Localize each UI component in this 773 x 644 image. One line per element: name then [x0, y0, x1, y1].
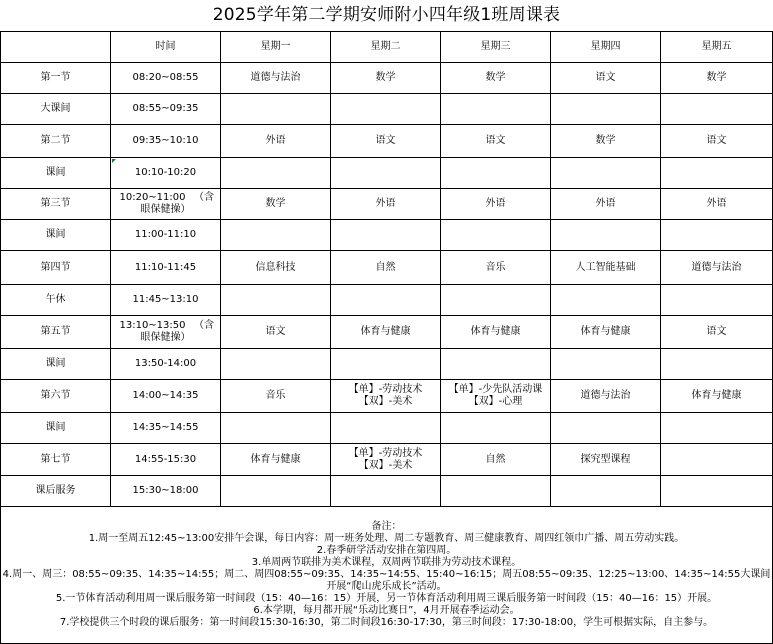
period-cell[interactable]: 课间 — [1, 158, 111, 189]
table-row — [1, 94, 773, 125]
time-cell[interactable]: 14:00~14:35 — [111, 380, 221, 413]
course-cell[interactable] — [551, 285, 661, 316]
course-cell[interactable] — [331, 220, 441, 251]
course-cell[interactable]: 音乐 — [441, 251, 551, 285]
time-note: （含 — [194, 192, 214, 203]
time-note: （含 — [194, 320, 214, 331]
course-cell[interactable] — [221, 158, 331, 189]
course-cell[interactable] — [661, 349, 773, 380]
course-cell[interactable] — [661, 220, 773, 251]
course-cell[interactable]: 自然 — [441, 444, 551, 476]
course-cell[interactable]: 语文 — [551, 63, 661, 94]
course-cell[interactable]: 体育与健康 — [221, 444, 331, 476]
header-tuesday[interactable]: 星期二 — [331, 32, 441, 63]
course-cell[interactable] — [441, 220, 551, 251]
course-cell[interactable] — [441, 476, 551, 507]
course-cell[interactable]: 语文 — [661, 125, 773, 158]
course-cell[interactable] — [661, 285, 773, 316]
time-cell[interactable] — [111, 316, 221, 349]
course-cell[interactable] — [551, 413, 661, 444]
course-cell[interactable] — [221, 94, 331, 125]
course-cell[interactable]: 数学 — [551, 125, 661, 158]
course-cell[interactable]: 自然 — [331, 251, 441, 285]
period-cell[interactable]: 第一节 — [1, 63, 111, 94]
period-cell[interactable]: 第二节 — [1, 125, 111, 158]
course-cell[interactable] — [221, 285, 331, 316]
course-cell[interactable] — [551, 158, 661, 189]
course-cell[interactable]: 探究型课程 — [551, 444, 661, 476]
table-row — [1, 158, 773, 189]
header-monday[interactable]: 星期一 — [221, 32, 331, 63]
course-cell[interactable] — [441, 285, 551, 316]
time-cell[interactable]: 14:55-15:30 — [111, 444, 221, 476]
course-line: 【双】-美术 — [358, 459, 413, 471]
time-range: 13:10~13:50 — [119, 320, 186, 331]
course-cell[interactable] — [441, 380, 551, 413]
course-cell[interactable]: 语文 — [661, 316, 773, 349]
header-thursday[interactable]: 星期四 — [551, 32, 661, 63]
table-row — [1, 285, 773, 316]
header-friday[interactable]: 星期五 — [661, 32, 773, 63]
course-cell[interactable] — [551, 94, 661, 125]
course-cell[interactable]: 音乐 — [221, 380, 331, 413]
note-item: 3.单周两节联排为美术课程，双周两节联排为劳动技术课程。 — [251, 557, 522, 568]
course-cell[interactable]: 语文 — [221, 316, 331, 349]
course-cell[interactable]: 外语 — [661, 189, 773, 220]
time-cell[interactable]: 11:10-11:45 — [111, 251, 221, 285]
course-line: 【双】-美术 — [358, 396, 413, 407]
course-cell[interactable]: 外语 — [221, 125, 331, 158]
table-row — [1, 125, 773, 158]
time-cell[interactable]: 13:50-14:00 — [111, 349, 221, 380]
period-cell[interactable]: 大课间 — [1, 94, 111, 125]
header-time[interactable]: 时间 — [111, 32, 221, 63]
time-cell[interactable]: 11:00-11:10 — [111, 220, 221, 251]
course-cell[interactable] — [331, 413, 441, 444]
time-cell[interactable]: 11:45~13:10 — [111, 285, 221, 316]
course-cell[interactable] — [331, 285, 441, 316]
table-row — [1, 380, 773, 413]
header-wednesday[interactable]: 星期三 — [441, 32, 551, 63]
course-cell[interactable]: 体育与健康 — [661, 380, 773, 413]
time-cell[interactable]: 08:55~09:35 — [111, 94, 221, 125]
course-cell[interactable] — [331, 158, 441, 189]
course-cell[interactable]: 外语 — [331, 189, 441, 220]
time-cell[interactable]: 09:35~10:10 — [111, 125, 221, 158]
period-cell[interactable]: 第五节 — [1, 316, 111, 349]
course-cell[interactable] — [551, 476, 661, 507]
time-note-line2: 眼保健操） — [140, 332, 191, 343]
period-cell[interactable]: 午休 — [1, 285, 111, 316]
course-cell[interactable]: 道德与法治 — [221, 63, 331, 94]
course-cell[interactable] — [331, 349, 441, 380]
period-cell[interactable]: 课后服务 — [1, 476, 111, 507]
course-cell[interactable]: 人工智能基础 — [551, 251, 661, 285]
course-cell[interactable]: 道德与法治 — [661, 251, 773, 285]
course-cell[interactable] — [661, 476, 773, 507]
course-cell[interactable]: 外语 — [441, 189, 551, 220]
table-row — [1, 220, 773, 251]
course-cell[interactable]: 数学 — [661, 63, 773, 94]
course-cell[interactable] — [221, 349, 331, 380]
timetable — [0, 31, 773, 644]
header-row — [1, 32, 773, 63]
period-cell[interactable]: 课间 — [1, 220, 111, 251]
course-cell[interactable] — [661, 158, 773, 189]
course-cell[interactable] — [331, 476, 441, 507]
course-cell[interactable] — [331, 380, 441, 413]
period-cell[interactable]: 第四节 — [1, 251, 111, 285]
course-line: 【双】-心理 — [468, 396, 523, 407]
course-cell[interactable]: 数学 — [441, 63, 551, 94]
time-cell[interactable]: 15:30~18:00 — [111, 476, 221, 507]
notes-row — [1, 507, 773, 644]
period-cell[interactable]: 课间 — [1, 349, 111, 380]
note-item: 1.周一至周五12:45~13:00安排午会课，每日内容：周一班务处理、周二专题教育、周三健康教育、周四红领巾广播、周五劳动实践。 — [88, 533, 685, 544]
course-cell[interactable] — [221, 413, 331, 444]
table-row — [1, 349, 773, 380]
time-cell[interactable]: 14:35~14:55 — [111, 413, 221, 444]
page-title: 2025学年第二学期安师附小四年级1班周课表 — [212, 5, 561, 25]
course-cell[interactable]: 信息科技 — [221, 251, 331, 285]
course-cell[interactable]: 外语 — [551, 189, 661, 220]
time-cell[interactable] — [111, 189, 221, 220]
time-line — [111, 320, 220, 332]
notes-heading: 备注： — [371, 521, 402, 532]
note-item: 6.本学期，每月都开展“乐动比赛日”，4月开展春季运动会。 — [253, 605, 520, 616]
table-row — [1, 476, 773, 507]
time-line — [111, 192, 220, 204]
course-cell[interactable] — [551, 349, 661, 380]
course-cell[interactable]: 数学 — [221, 189, 331, 220]
course-cell[interactable]: 体育与健康 — [441, 316, 551, 349]
course-cell[interactable] — [441, 349, 551, 380]
course-cell[interactable] — [441, 413, 551, 444]
course-cell[interactable] — [661, 413, 773, 444]
cell-comment-marker — [112, 159, 116, 163]
time-cell[interactable]: 10:10-10:20 — [111, 158, 221, 189]
notes-cell[interactable] — [1, 507, 773, 644]
table-row — [1, 251, 773, 285]
note-item: 7.学校提供三个时段的课后服务：第一时间段15:30-16:30，第二时间段16:30-17:30，第三时间段：17:30-18:00，学生可根据实际，自主参与。 — [59, 617, 714, 628]
note-item: 2.春季研学活动安排在第四周。 — [316, 545, 457, 556]
period-cell[interactable]: 课间 — [1, 413, 111, 444]
course-line: 【单】-少先队活动课 — [448, 384, 543, 395]
course-cell[interactable] — [441, 94, 551, 125]
course-cell[interactable]: 语文 — [331, 125, 441, 158]
course-cell[interactable] — [441, 158, 551, 189]
table-row — [1, 316, 773, 349]
table-row — [1, 189, 773, 220]
table-row — [1, 444, 773, 476]
note-item: 5.一节体育活动利用周一课后服务第一时间段（15：40—16：15）开展，另一节体育活动利用周三课后服务第一时间段（15：40—16：15）开展。 — [55, 593, 718, 604]
header-corner-cell[interactable] — [1, 32, 111, 63]
course-cell[interactable] — [661, 444, 773, 476]
time-note-line2: 眼保健操） — [140, 204, 191, 215]
course-cell[interactable] — [221, 220, 331, 251]
course-cell[interactable]: 体育与健康 — [551, 316, 661, 349]
period-cell[interactable]: 第六节 — [1, 380, 111, 413]
course-cell[interactable]: 语文 — [441, 125, 551, 158]
note-item: 4.周一、周三：08:55~09:35、14:35~14:55；周二、周四08:55~09:35、14:35~14:55、15:40~16:15；周五08:55~09:35、12:25~13:00、14:35~14:55大课间开展“爬山虎乐成长”活动。 — [2, 569, 771, 592]
course-cell[interactable]: 数学 — [331, 63, 441, 94]
period-cell[interactable]: 第三节 — [1, 189, 111, 220]
time-cell[interactable]: 08:20~08:55 — [111, 63, 221, 94]
table-row — [1, 63, 773, 94]
course-cell[interactable]: 道德与法治 — [551, 380, 661, 413]
period-cell[interactable]: 第七节 — [1, 444, 111, 476]
course-cell[interactable] — [551, 220, 661, 251]
table-row — [1, 413, 773, 444]
course-cell[interactable] — [331, 94, 441, 125]
course-line: 【单】-劳动技术 — [348, 384, 423, 395]
time-range: 10:20~11:00 — [119, 192, 186, 203]
course-cell[interactable] — [661, 94, 773, 125]
course-cell[interactable] — [331, 444, 441, 476]
course-cell[interactable]: 体育与健康 — [331, 316, 441, 349]
course-line: 【单】-劳动技术 — [348, 447, 423, 459]
course-cell[interactable] — [221, 476, 331, 507]
